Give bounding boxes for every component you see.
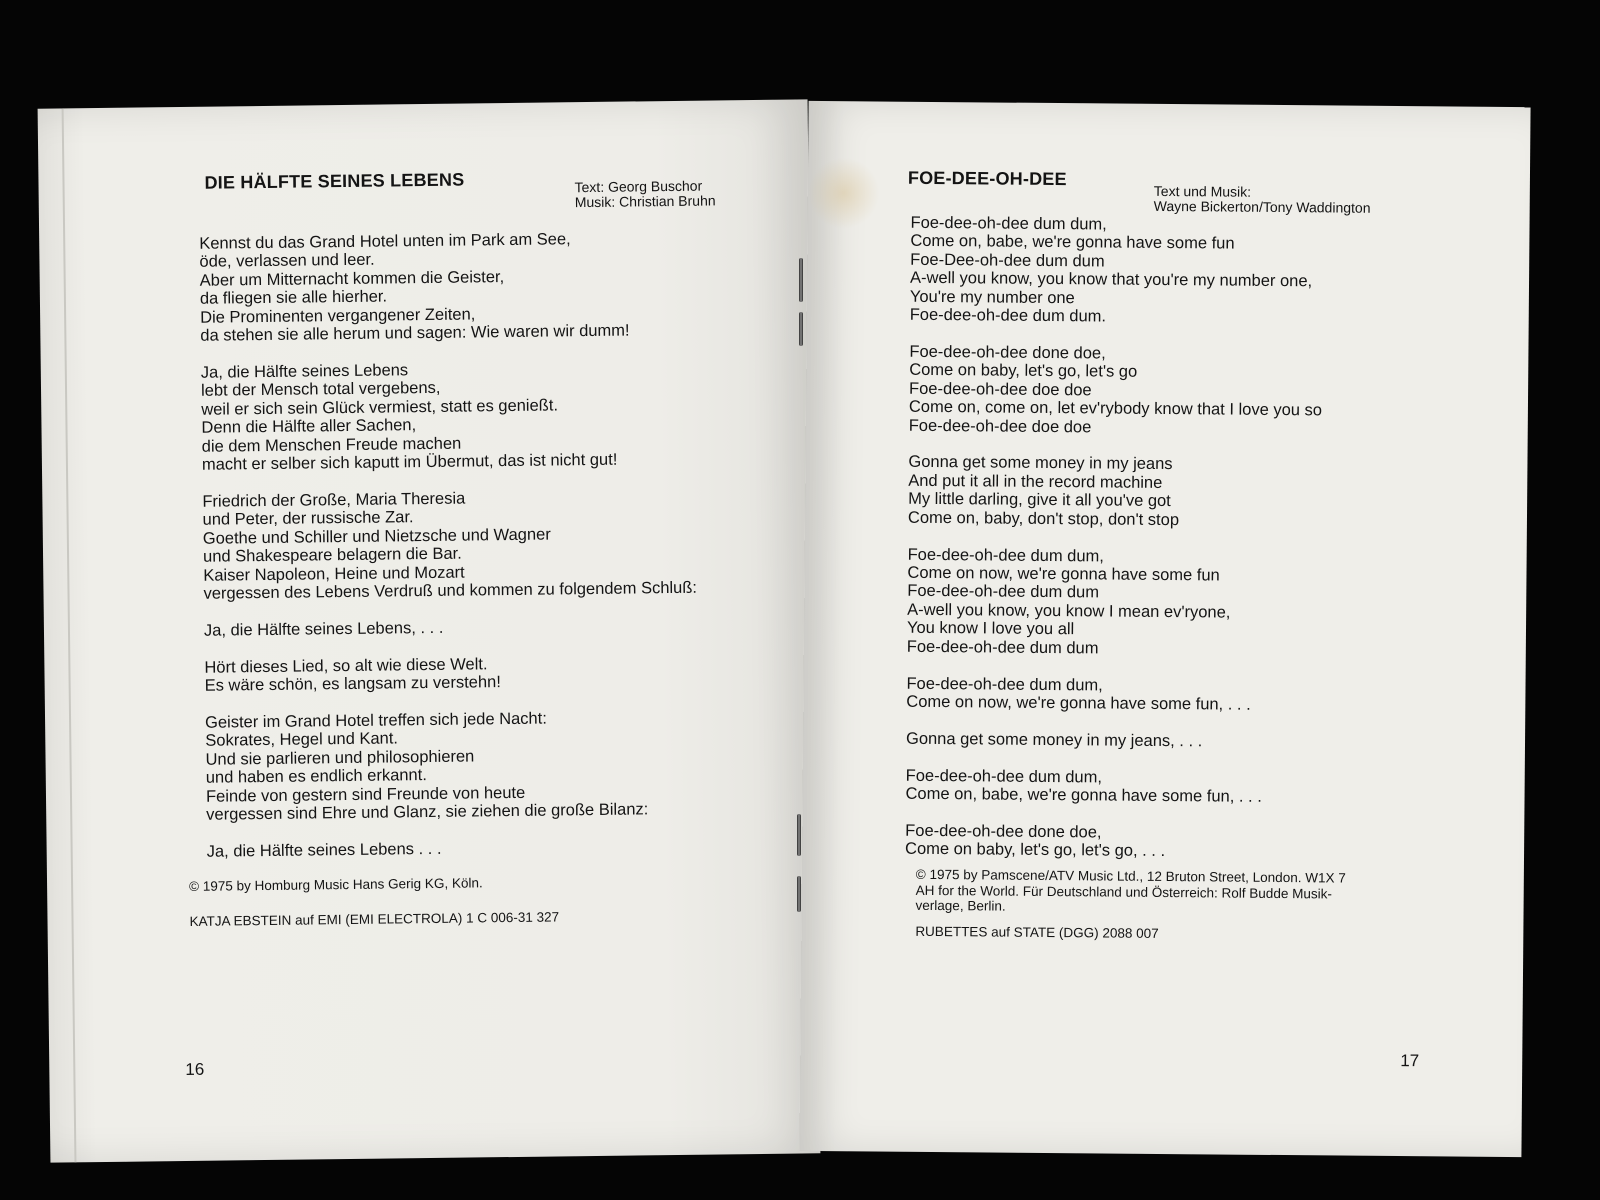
lyrics-stanza xyxy=(207,837,701,861)
lyric-line: Foe-dee-oh-dee dum dum. xyxy=(909,305,1107,326)
lyric-line: macht er selber sich kaputt im Übermut, das ist nicht gut! xyxy=(201,450,618,474)
lyric-line: Come on, come on, let ev'rybody know that I love you so xyxy=(908,397,1323,420)
lyrics-stanza xyxy=(906,674,1319,714)
lyric-line: Friedrich der Große, Maria Theresia xyxy=(202,489,466,511)
staple xyxy=(799,258,803,302)
lyric-line: Und sie parlieren und philosophieren xyxy=(205,747,475,769)
lyric-line: Come on, baby, don't stop, don't stop xyxy=(907,508,1180,529)
lyric-line: Ja, die Hälfte seines Lebens, . . . xyxy=(203,618,444,640)
lyric-line: Foe-dee-oh-dee dum dum xyxy=(906,637,1099,658)
lyric-line: vergessen sind Ehre und Glanz, sie ziehen die große Bilanz: xyxy=(206,800,649,824)
lyric-line: Goethe und Schiller und Nietzsche und Wagner xyxy=(202,525,551,548)
lyric-line: da stehen sie alle herum und sagen: Wie waren wir dumm! xyxy=(200,321,630,345)
lyric-line: weil er sich sein Glück vermiest, statt es genießt. xyxy=(201,396,559,419)
lyric-line: Foe-dee-oh-dee doe doe xyxy=(908,416,1092,436)
lyric-line: Come on now, we're gonna have some fun xyxy=(907,563,1220,585)
writers-credit: Wayne Bickerton/Tony Waddington xyxy=(1153,197,1371,216)
song-credits xyxy=(1154,184,1371,216)
lyric-line: Foe-Dee-oh-dee dum dum xyxy=(910,250,1105,271)
lyric-line: You're my number one xyxy=(909,287,1075,307)
lyric-line: lebt der Mensch total vergebens, xyxy=(200,379,441,401)
lyrics-stanza xyxy=(905,766,1318,806)
lyric-line: die dem Menschen Freude machen xyxy=(201,434,462,456)
lyric-line: Foe-dee-oh-dee dum dum, xyxy=(910,213,1107,234)
lyric-line: Sokrates, Hegel und Kant. xyxy=(205,729,399,751)
lyric-line: und haben es endlich erkannt. xyxy=(205,766,427,787)
credit-label: Text und Musik: xyxy=(1153,182,1252,200)
lyrics-block xyxy=(905,214,1324,881)
lyric-line: Foe-dee-oh-dee dum dum xyxy=(907,582,1100,602)
left-page xyxy=(38,99,821,1162)
staple xyxy=(797,876,801,912)
lyrics-stanza xyxy=(909,343,1323,439)
lyric-line: Denn die Hälfte aller Sachen, xyxy=(201,416,417,437)
lyrics-stanza xyxy=(204,652,698,695)
paper-stain xyxy=(807,157,880,230)
lyric-line: Foe-dee-oh-dee doe doe xyxy=(909,379,1092,400)
lyric-line: Come on baby, let's go, let's go, . . . xyxy=(904,840,1166,861)
lyric-line: Come on baby, let's go, let's go xyxy=(909,361,1138,382)
copyright-notice xyxy=(916,867,1346,917)
lyric-line: Es wäre schön, es langsam zu verstehn! xyxy=(204,673,501,695)
lyric-line: A-well you know, you know I mean ev'ryone, xyxy=(907,600,1231,622)
lyric-line: da fliegen sie alle hierher. xyxy=(199,287,388,308)
lyrics-stanza xyxy=(908,453,1322,530)
lyric-line: Foe-dee-oh-dee done doe, xyxy=(909,342,1106,363)
lyric-line: Come on now, we're gonna have some fun, . . . xyxy=(906,692,1251,714)
lyrics-stanza xyxy=(910,214,1324,328)
copyright-notice xyxy=(189,875,483,894)
lyrics-stanza xyxy=(905,822,1318,862)
song-title: FOE-DEE-OH-DEE xyxy=(907,167,1067,190)
lyricist-credit: Text: Georg Buschor xyxy=(574,177,703,196)
lyric-line: Geister im Grand Hotel treffen sich jede Nacht: xyxy=(204,709,547,732)
lyrics-stanza xyxy=(204,616,698,640)
lyrics-stanza xyxy=(906,730,1319,752)
composer-credit: Musik: Christian Bruhn xyxy=(574,192,716,211)
lyric-line: Kennst du das Grand Hotel unten im Park am See, xyxy=(199,230,571,253)
right-page xyxy=(799,101,1530,1157)
lyric-line: Aber um Mitternacht kommen die Geister, xyxy=(199,267,505,290)
song-title: DIE HÄLFTE SEINES LEBENS xyxy=(204,169,465,193)
page-number: 16 xyxy=(185,1059,205,1080)
lyric-line: Ja, die Hälfte seines Lebens . . . xyxy=(206,839,442,861)
lyric-line: You know I love you all xyxy=(906,618,1075,639)
staple xyxy=(799,312,803,346)
lyric-line: Ja, die Hälfte seines Lebens xyxy=(200,361,409,382)
copyright-line: AH for the World. Für Deutschland und Österreich: Rolf Budde Musik- xyxy=(915,882,1332,901)
lyric-line: Die Prominenten vergangener Zeiten, xyxy=(200,305,476,327)
record-release-info: RUBETTES auf STATE (DGG) 2088 007 xyxy=(915,923,1159,941)
copyright-line: © 1975 by Homburg Music Hans Gerig KG, Köln. xyxy=(189,875,483,894)
lyric-line: und Shakespeare belagern die Bar. xyxy=(202,544,462,566)
lyrics-stanza xyxy=(205,708,700,824)
lyric-line: Foe-dee-oh-dee dum dum, xyxy=(907,545,1104,566)
lyric-line: A-well you know, you know that you're my number one, xyxy=(909,268,1313,291)
lyric-line: und Peter, der russische Zar. xyxy=(202,508,414,530)
lyric-line: Hört dieses Lied, so alt wie diese Welt. xyxy=(204,655,488,677)
lyric-line: Gonna get some money in my jeans xyxy=(908,453,1173,474)
song-credits xyxy=(575,178,716,210)
staple xyxy=(797,814,801,856)
lyric-line: Gonna get some money in my jeans, . . . xyxy=(905,729,1203,751)
lyric-line: And put it all in the record machine xyxy=(908,471,1163,492)
lyrics-stanza xyxy=(199,229,694,345)
lyric-line: Foe-dee-oh-dee dum dum, xyxy=(905,766,1103,787)
copyright-line: © 1975 by Pamscene/ATV Music Ltd., 12 Bruton Street, London. W1X 7 xyxy=(915,866,1346,886)
lyrics-stanza xyxy=(201,358,696,474)
lyric-line: Come on, babe, we're gonna have some fun, . . . xyxy=(905,784,1262,807)
copyright-line: verlage, Berlin. xyxy=(915,897,1006,914)
lyrics-stanza xyxy=(907,545,1321,659)
lyrics-block xyxy=(199,229,700,880)
record-release-info: KATJA EBSTEIN auf EMI (EMI ELECTROLA) 1 C 006-31 327 xyxy=(189,909,560,929)
lyric-line: Foe-dee-oh-dee done doe, xyxy=(905,821,1102,842)
lyric-line: Feinde von gestern sind Freunde von heute xyxy=(205,783,526,806)
lyric-line: My little darling, give it all you've got xyxy=(908,490,1171,511)
lyrics-stanza xyxy=(202,487,697,603)
page-number: 17 xyxy=(1400,1051,1420,1071)
lyric-line: Foe-dee-oh-dee dum dum, xyxy=(906,674,1103,694)
lyric-line: vergessen des Lebens Verdruß und kommen zu folgendem Schluß: xyxy=(203,578,698,603)
lyric-line: öde, verlassen und leer. xyxy=(199,251,375,272)
lyric-line: Kaiser Napoleon, Heine und Mozart xyxy=(203,563,465,585)
lyric-line: Come on, babe, we're gonna have some fun xyxy=(910,232,1235,253)
